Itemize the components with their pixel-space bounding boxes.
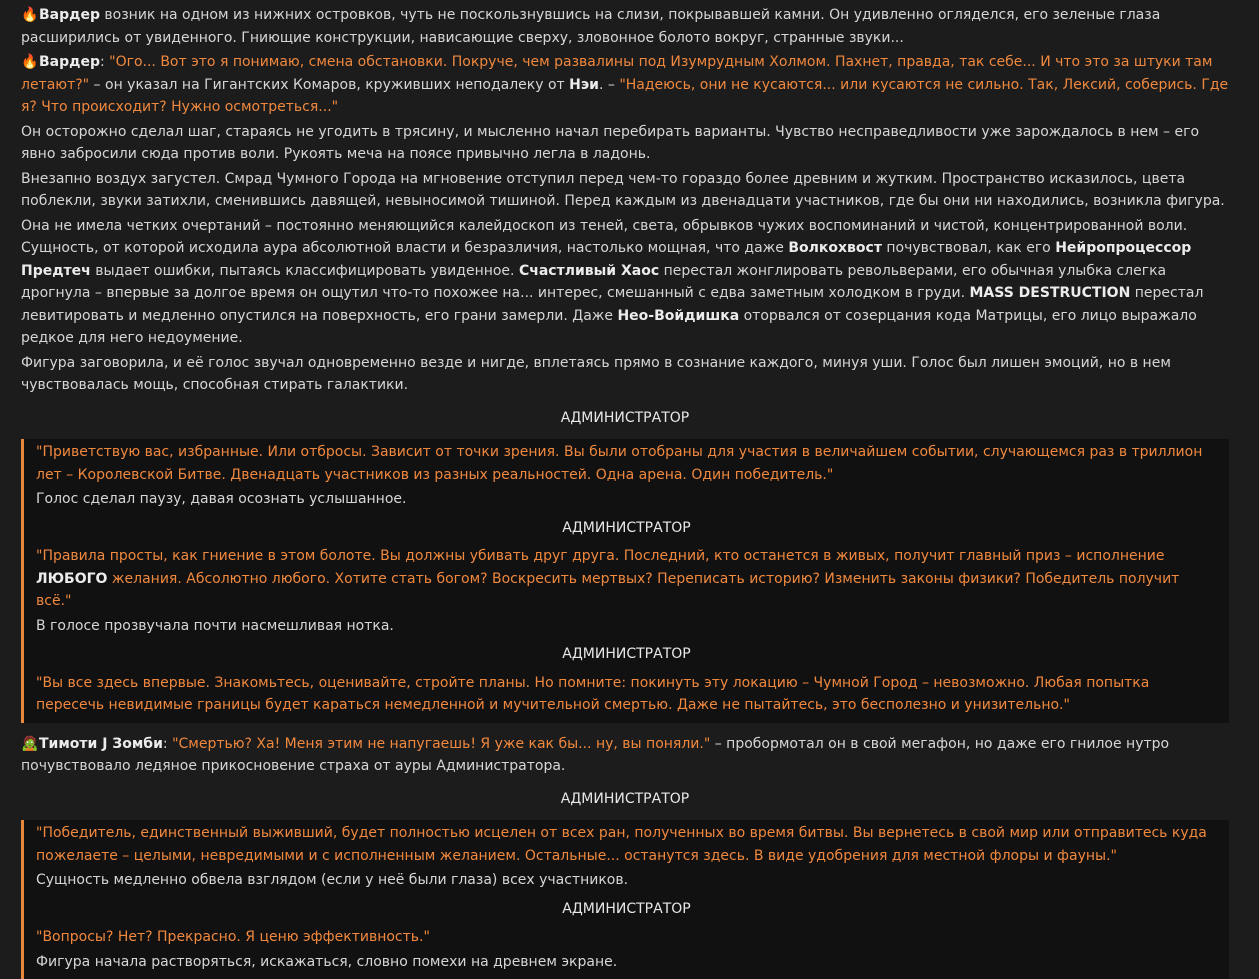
admin-speaker-title: АДМИНИСТРАТОР [562, 646, 691, 662]
admin-speaker-title: АДМИНИСТРАТОР [560, 790, 690, 807]
character-name: Нэи [569, 76, 599, 93]
narration-paragraph: Сущность медленно обвела взглядом (если у неё были глаза) всех участников. [36, 872, 629, 888]
admin-speaker-title: АДМИНИСТРАТОР [562, 900, 691, 917]
narration-paragraph: В голосе прозвучала почти насмешливая нотка. [36, 617, 394, 634]
dialogue-quote: "Ого... Вот это я понимаю, смена обстановки. Покруче, чем развалины под Изумрудным Холмом. Пахнет, правда, так себе... И что это за штуки там летают?" [21, 54, 1213, 93]
character-name: Счастливый Хаос [518, 262, 660, 279]
admin-quote: "Вопросы? Нет? Прекрасно. Я ценю эффективность." [36, 929, 430, 945]
dialogue-paragraph: 🧟Тимоти J Зомби: "Смертью? Ха! Меня этим не напугаешь! Я уже как бы... ну, вы поняли." – пробормотал он в свой мегафон, но даже его гнилое нутро почувствовало ледяное прикосновение страха от ауры Администратора. [21, 733, 1229, 778]
dialogue-quote: "Надеюсь, они не кусаются... или кусаются не сильно. Так, Лексий, соберись. Где я? Что происходит? Нужно осмотреться..." [21, 76, 1229, 115]
dialogue-paragraph: 🔥Вардер: "Ого... Вот это я понимаю, смена обстановки. Покруче, чем развалины под Изумрудным Холмом. Пахнет, правда, так себе... И что это за штуки там летают?" – он указал на Гигантских Комаров, круживших неподалеку от Нэи. – "Надеюсь, они не кусаются... или кусаются не сильно. Так, Лексий, соберись. Где я? Что происходит? Нужно осмотреться..." [21, 51, 1229, 119]
narration-paragraph: Голос сделал паузу, давая осознать услышанное. [36, 491, 407, 507]
fire-emoji-icon: 🔥 [21, 7, 39, 23]
fire-emoji-icon: 🔥 [21, 54, 39, 70]
character-name: Нео-Войдишка [617, 307, 740, 324]
admin-quote: "Приветствую вас, избранные. Или отбросы. Зависит от точки зрения. Вы были отобраны для участия в величайшем событии, случающемся раз в триллион лет – Королевской Битве. Двенадцать участников из разных реальностей. Одна арена. Один победитель." [36, 444, 1203, 483]
narration-paragraph: Фигура начала растворяться, искажаться, словно помехи на древнем экране. [36, 953, 618, 970]
admin-speech-block [21, 439, 1229, 723]
character-name: Вардер [39, 54, 100, 70]
admin-quote: "Победитель, единственный выживший, будет полностью исцелен от всех ран, полученных во время битвы. Вы вернетесь в свой мир или отправитесь куда пожелаете – целыми, невредимыми и с исполненным желанием. Остальные... останутся здесь. В виде удобрения для местной флоры и фауны." [36, 825, 1207, 864]
narration-paragraph: Он осторожно сделал шаг, стараясь не угодить в трясину, и мысленно начал перебирать варианты. Чувство несправедливости уже зарождалось в нем – его явно забросили сюда против воли. Рукоять меча на поясе привычно легла в ладонь. [21, 123, 1200, 162]
admin-speaker-title: АДМИНИСТРАТОР [560, 409, 690, 426]
dialogue-quote: "Смертью? Ха! Меня этим не напугаешь! Я уже как бы... ну, вы поняли." [172, 735, 711, 752]
narration-paragraph: Она не имела четких очертаний – постоянно меняющийся калейдоскоп из теней, света, обрывков чужих воспоминаний и чистой, концентрированной воли. Сущность, от которой исходила аура абсолютной власти и безразличия, настолько мощная, что даже Волкохвост почувствовал, как его Нейропроцессор Предтеч выдает ошибки, пытаясь классифицировать увиденное. Счастливый Хаос перестал жонглировать револьверами, его обычная улыбка слегка дрогнула – впервые за долгое время он ощутил что-то похожее на... интерес, смешанный с едва заметным холодком в груди. MASS DESTRUCTION перестал левитировать и медленно опустился на поверхность, его грани замерли. Даже Нео-Войдишка оторвался от созерцания кода Матрицы, его лицо выражало редкое для него недоумение. [21, 217, 1204, 346]
narration-paragraph: 🔥Вардер возник на одном из нижних островков, чуть не поскользнувшись на слизи, покрывавшей камни. Он удивленно огляделся, его зеленые глаза расширились от увиденного. Гниющие конструкции, нависающие сверху, зловонное болото вокруг, странные звуки... [21, 4, 1229, 49]
emphasis-word: ЛЮБОГО [36, 570, 108, 587]
narration-paragraph: Фигура заговорила, и её голос звучал одновременно везде и нигде, вплетаясь прямо в сознание каждого, минуя уши. Голос был лишен эмоций, но в нем чувствовалась мощь, способная стирать галактики. [21, 354, 1171, 393]
zombie-emoji-icon: 🧟 [21, 735, 39, 752]
admin-speech-block [21, 820, 1229, 979]
character-name: Волкохвост [788, 240, 882, 256]
character-name: Вардер [39, 7, 100, 23]
character-name: MASS DESTRUCTION [969, 285, 1131, 301]
character-name: Нейропроцессор Предтеч [21, 240, 1192, 279]
character-name: Тимоти J Зомби [39, 735, 163, 752]
admin-quote: "Правила просты, как гниение в этом болоте. Вы должны убивать друг друга. Последний, кто останется в живых, получит главный приз – исполнение ЛЮБОГО желания. Абсолютно любого. Хотите стать богом? Воскресить мертвых? Переписать историю? Изменить законы физики? Победитель получит всё." [36, 548, 1180, 609]
admin-quote: "Вы все здесь впервые. Знакомьтесь, оценивайте, стройте планы. Но помните: покинуть эту локацию – Чумной Город – невозможно. Любая попытка пересечь невидимые границы будет караться немедленной и мучительной смертью. Даже не пытайтесь, это бесполезно и унизительно." [36, 674, 1150, 713]
narration-paragraph: Внезапно воздух загустел. Смрад Чумного Города на мгновение отступил перед чем-то гораздо более древним и жутким. Пространство исказилось, цвета поблекли, звуки затихли, сменившись давящей, невыносимой тишиной. Перед каждым из двенадцати участников, где бы они ни находились, возникла фигура. [21, 170, 1225, 209]
admin-speaker-title: АДМИНИСТРАТОР [562, 519, 691, 536]
